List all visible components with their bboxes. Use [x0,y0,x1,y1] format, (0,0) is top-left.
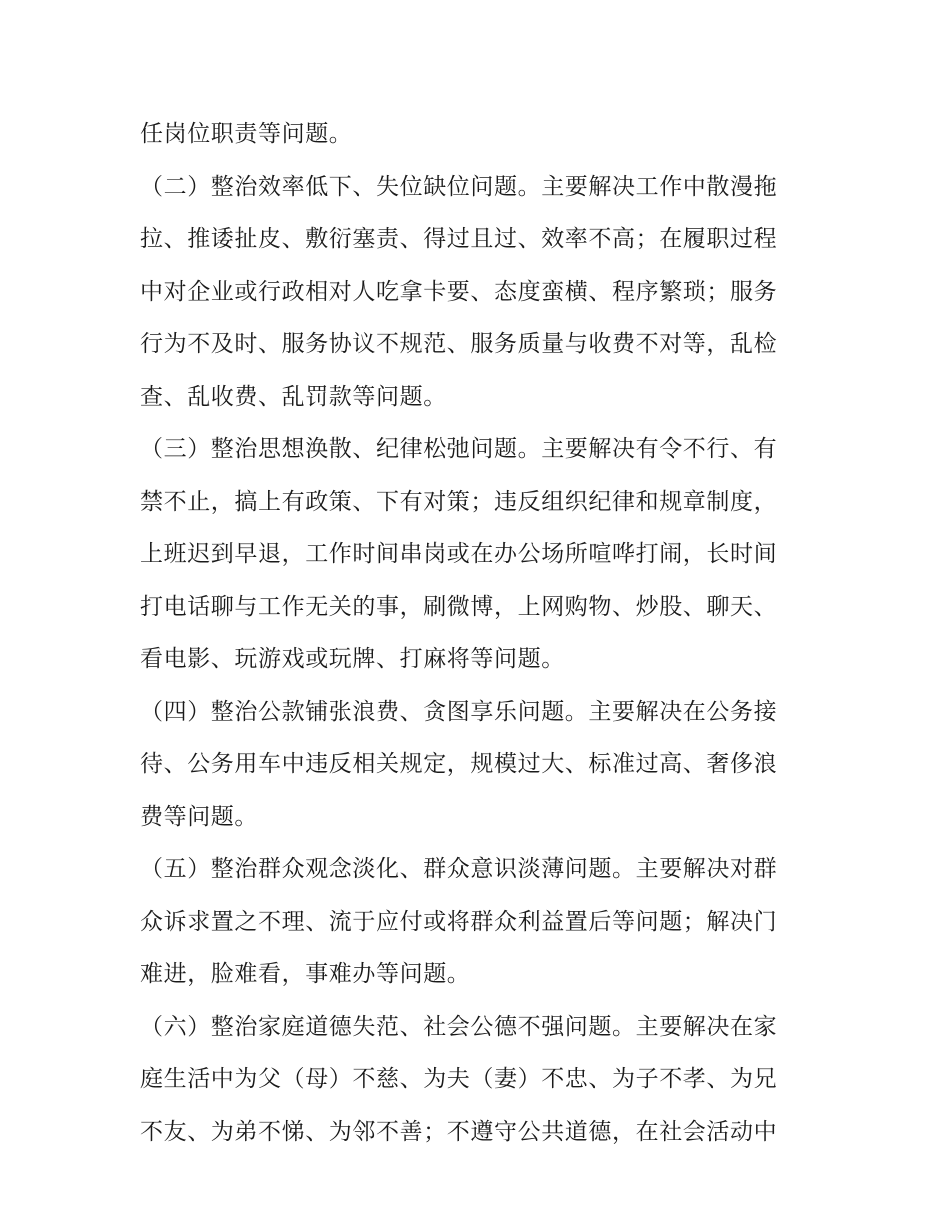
text-line: 打电话聊与工作无关的事，刷微博，上网购物、炒股、聊天、 [140,593,778,620]
text-line: （二）整治效率低下、失位缺位问题。主要解决工作中散漫拖 [140,173,778,200]
text-line: 查、乱收费、乱罚款等问题。 [140,383,447,410]
text-line: 任岗位职责等问题。 [140,121,353,147]
text-line: 行为不及时、服务协议不规范、服务质量与收费不对等，乱检 [140,331,778,357]
text-line: （五）整治群众观念淡化、群众意识淡薄问题。主要解决对群 [140,856,778,882]
text-line: （四）整治公款铺张浪费、贪图享乐问题。主要解决在公务接 [140,698,778,725]
text-line: 禁不止，搞上有政策、下有对策；违反组织纪律和规章制度， [140,488,778,515]
body-text [140,108,820,1158]
text-line: （三）整治思想涣散、纪律松弛问题。主要解决有令不行、有 [140,436,778,462]
text-line: 中对企业或行政相对人吃拿卡要、态度蛮横、程序繁琐；服务 [140,278,778,305]
text-line: 拉、推诿扯皮、敷衍塞责、得过且过、效率不高；在履职过程 [140,226,778,252]
text-line: 庭生活中为父（母）不慈、为夫（妻）不忠、为子不孝、为兄 [140,1066,778,1092]
text-line: 待、公务用车中违反相关规定，规模过大、标准过高、奢侈浪 [140,751,778,777]
text-line: 费等问题。 [140,803,258,830]
text-line: 看电影、玩游戏或玩牌、打麻将等问题。 [140,646,565,672]
text-line: 难进，脸难看，事难办等问题。 [140,961,471,987]
text-line: 不友、为弟不悌、为邻不善；不遵守公共道德，在社会活动中 [140,1118,778,1145]
text-line: （六）整治家庭道德失范、社会公德不强问题。主要解决在家 [140,1013,778,1040]
text-line: 上班迟到早退，工作时间串岗或在办公场所喧哗打闹，长时间 [140,541,778,567]
text-line: 众诉求置之不理、流于应付或将群众利益置后等问题；解决门 [140,908,778,935]
